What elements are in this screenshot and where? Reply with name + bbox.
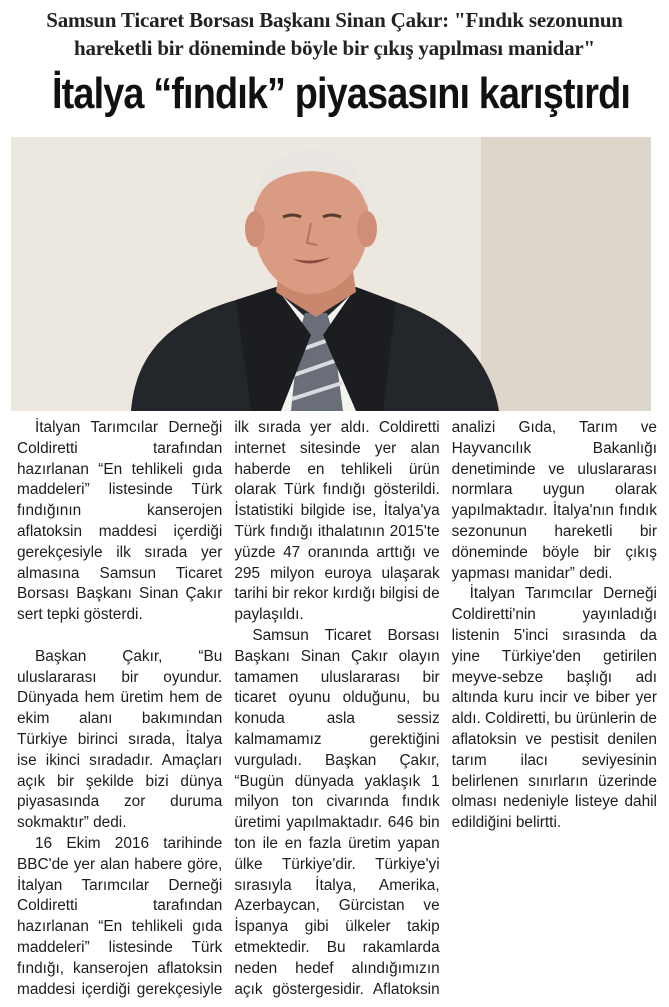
paragraph-4: Samsun Ticaret Borsası Başkanı Sinan Çakır olayın tamamen uluslararası bir ticaret oyunu olduğunu, bu konuda asla sessiz kalmamamız gerektiğini vurguladı. Başkan Çakır, “Bugün dünyada yaklaşık 1 milyon ton civarında fındık üretimi yapılmaktadır. 646 bin ton ile en fazla üretim yapan ülke Türkiye'dir. Türkiye'yi sırasıyla İtalya, Amerika, Azerbaycan, Gürcistan ve İspanya gibi ülkeler takip etmektedir. Bu rakamlarda neden hedef alındığımızın açık göstergesidir. Aflatoksin analizi Gıda, Tarım ve Hayvancılık Bakanlığı denetiminde ve uluslararası normlara uygun olarak yapılmaktadır. İtalya'nın fındık sezonunun hareketli bir döneminde böyle bir çıkış yapması manidar” dedi. [234, 419, 657, 998]
paragraph-5: İtalyan Tarımcılar Derneği Coldiretti'nin yayınladığı listenin 5'inci sırasında da yine Türkiye'den getirilen meyve-sebze başlığı adı altında kuru incir ve biber yer aldı. Coldiretti, bu ürünlerin de aflatoksin ve pestisit denilen tarım ilacı seviyesinin belirlenen sınırların üzerinde olması nedeniyle listeye dahil edildiğini belirtti. [451, 585, 657, 832]
photo-background-shade [481, 137, 651, 411]
article-subheadline [8, 6, 661, 62]
article-headline: İtalya “fındık” piyasasını karıştırdı [51, 69, 631, 118]
left-ear [245, 211, 265, 247]
paragraph-3: 16 Ekim 2016 tarihinde BBC'de yer alan habere göre, İtalyan Tarımcılar Derneği Coldiretti tarafından hazırlanan “En tehlikeli gıda maddeleri” listesinde Türk fındığı, kanserojen aflatoksin maddesi içerdiği gerekçesiyle ilk sırada yer aldı. Coldiretti internet sitesinde yer alan haberde en tehlikeli ürün olarak Türk fındığı gösterildi. İstatistiki bilgide ise, İtalya'ya Türk fındığı ithalatının 2015'te yüzde 47 oranında arttığı ve 295 milyon euroya ulaşarak tarihi bir rekor kırdığı bilgisi de paylaşıldı. [17, 419, 440, 998]
paragraph-1: İtalyan Tarımcılar Derneği Coldiretti tarafından hazırlanan “En tehlikeli gıda maddeleri” listesinde Türk fındığının kanserojen aflatoksin maddesi içerdiği gerekçesiyle ilk sırada yer almasına Samsun Ticaret Borsası Başkanı Sinan Çakır sert tepki gösterdi. [17, 419, 223, 624]
subheadline-line-2: hareketli bir döneminde böyle bir çıkış yapılması manidar" [73, 36, 596, 60]
right-ear [357, 211, 377, 247]
portrait-illustration [11, 137, 651, 411]
article-photo [11, 137, 651, 411]
subheadline-line-1: Samsun Ticaret Borsası Başkanı Sinan Çakır: "Fındık sezonunun [46, 8, 623, 32]
article-body [17, 418, 657, 1004]
paragraph-2: Başkan Çakır, “Bu uluslararası bir oyundur. Dünyada hem üretim hem de ekim alanı bakımından Türkiye birinci sırada, İtalya ise ikinci sıradadır. Amaçları açık bir şekilde bizi dünya piyasasında zor duruma sokmaktır” dedi. [17, 647, 223, 832]
